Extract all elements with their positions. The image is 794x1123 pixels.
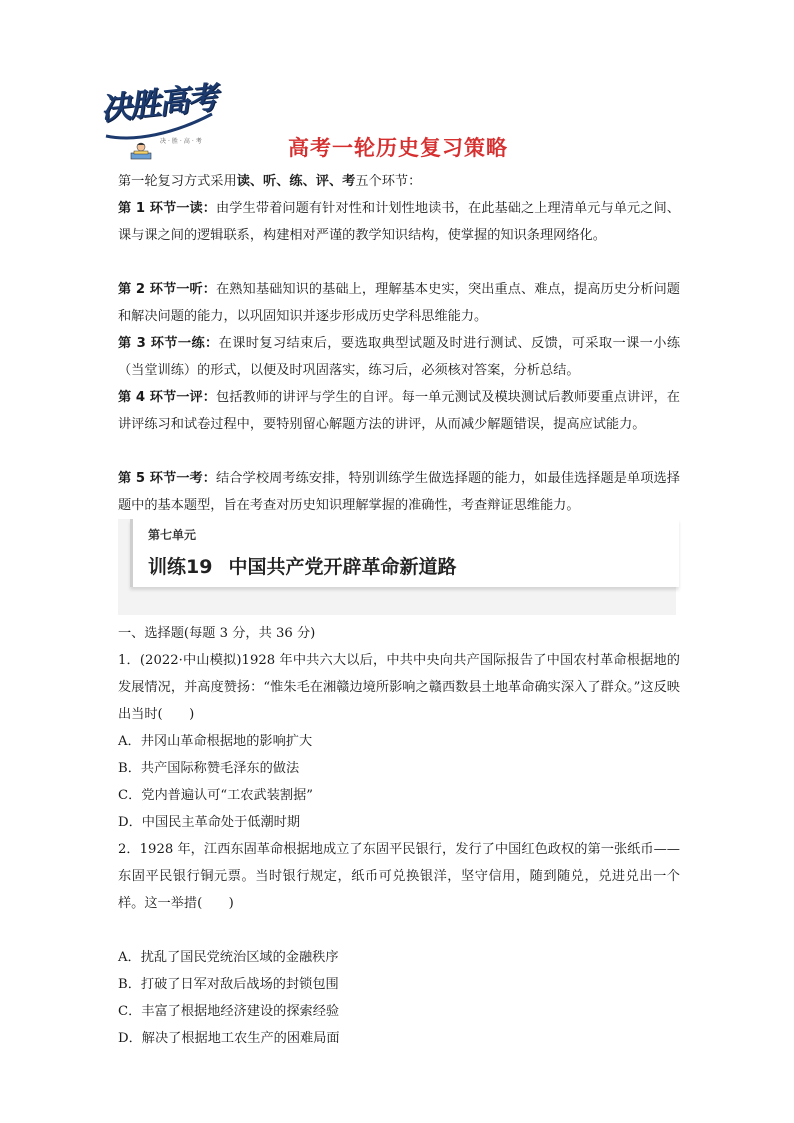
training-title: 中国共产党开辟革命新道路 <box>228 556 457 578</box>
intro-paragraph <box>118 168 680 195</box>
logo-text: 决胜高考 <box>98 79 218 128</box>
training-number: 训练19 <box>148 556 213 578</box>
question-stem: 2．1928 年，江西东固革命根据地成立了东固平民银行，发行了中国红色政权的第一张纸币——东固平民银行铜元票。当时银行规定，纸币可兑换银洋，坚守信用，随到随兑，兑进兑出一个样。这一举措( ) <box>118 842 680 911</box>
unit-label: 第七单元 <box>148 528 197 542</box>
step-label: 第 4 环节一评： <box>118 390 217 405</box>
answer-option[interactable]: A．井冈山革命根据地的影响扩大 <box>118 734 313 749</box>
step-text: 包括教师的讲评与学生的自评。每一单元测试及模块测试后教师要重点讲评，在讲评练习和试卷过程中，要特别留心解题方法的讲评，从而减少解题错误，提高应试能力。 <box>118 390 680 432</box>
logo-subtext: 决·胜·高·考 <box>160 138 204 145</box>
step-label: 第 1 环节一读： <box>118 201 217 216</box>
answer-option[interactable]: C．党内普遍认可“工农武装割据” <box>118 788 314 803</box>
intro-suffix: 五个环节： <box>355 174 422 189</box>
step-label: 第 2 环节一听： <box>118 282 217 297</box>
step-paragraph <box>118 384 680 438</box>
answer-option[interactable]: D．解决了根据地工农生产的困难局面 <box>118 1031 340 1046</box>
step-paragraph <box>118 195 680 249</box>
step-paragraph <box>118 276 680 330</box>
step-text: 结合学校周考练安排，特别训练学生做选择题的能力，如最佳选择题是单项选择题中的基本题型，旨在考查对历史知识理解掌握的准确性，考查辩证思维能力。 <box>118 471 680 513</box>
answer-option[interactable]: C．丰富了根据地经济建设的探索经验 <box>118 1004 340 1019</box>
page-title: 高考一轮历史复习策略 <box>288 136 508 160</box>
step-text: 在熟知基础知识的基础上，理解基本史实，突出重点、难点，提高历史分析问题和解决问题的能力，以巩固知识并逐步形成历史学科思维能力。 <box>118 282 680 324</box>
step-text: 由学生带着问题有针对性和计划性地读书，在此基础之上理清单元与单元之间、课与课之间的逻辑联系，构建相对严谨的教学知识结构，使掌握的知识条理网络化。 <box>118 201 680 243</box>
unit-header-box <box>118 519 676 615</box>
step-paragraph <box>118 465 680 519</box>
answer-option[interactable]: D．中国民主革命处于低潮时期 <box>118 815 301 830</box>
step-label: 第 3 环节一练： <box>118 336 219 351</box>
step-paragraph <box>118 330 680 384</box>
section-heading: 一、选择题(每题 3 分，共 36 分) <box>118 626 316 641</box>
answer-option[interactable]: B．共产国际称赞毛泽东的做法 <box>118 761 300 776</box>
unit-header-card <box>130 519 679 587</box>
intro-highlight: 读、听、练、评、考 <box>236 174 356 189</box>
question-stem: 1．(2022·中山模拟)1928 年中共六大以后，中共中央向共产国际报告了中国农村革命根据地的发展情况，并高度赞扬：“惟朱毛在湘赣边境所影响之赣西数县土地革命确实深入了群众。”这反映出当时( ) <box>118 653 680 722</box>
answer-option[interactable]: B．打破了日军对敌后战场的封锁包围 <box>118 977 339 992</box>
step-text: 在课时复习结束后，要选取典型试题及时进行测试、反馈，可采取一课一小练（当堂训练）的形式，以便及时巩固落实，练习后，必须核对答案，分析总结。 <box>118 336 681 378</box>
answer-option[interactable]: A．扰乱了国民党统治区域的金融秩序 <box>118 950 339 965</box>
step-label: 第 5 环节一考： <box>118 471 217 486</box>
unit-title <box>148 552 456 579</box>
intro-prefix: 第一轮复习方式采用 <box>118 174 237 189</box>
